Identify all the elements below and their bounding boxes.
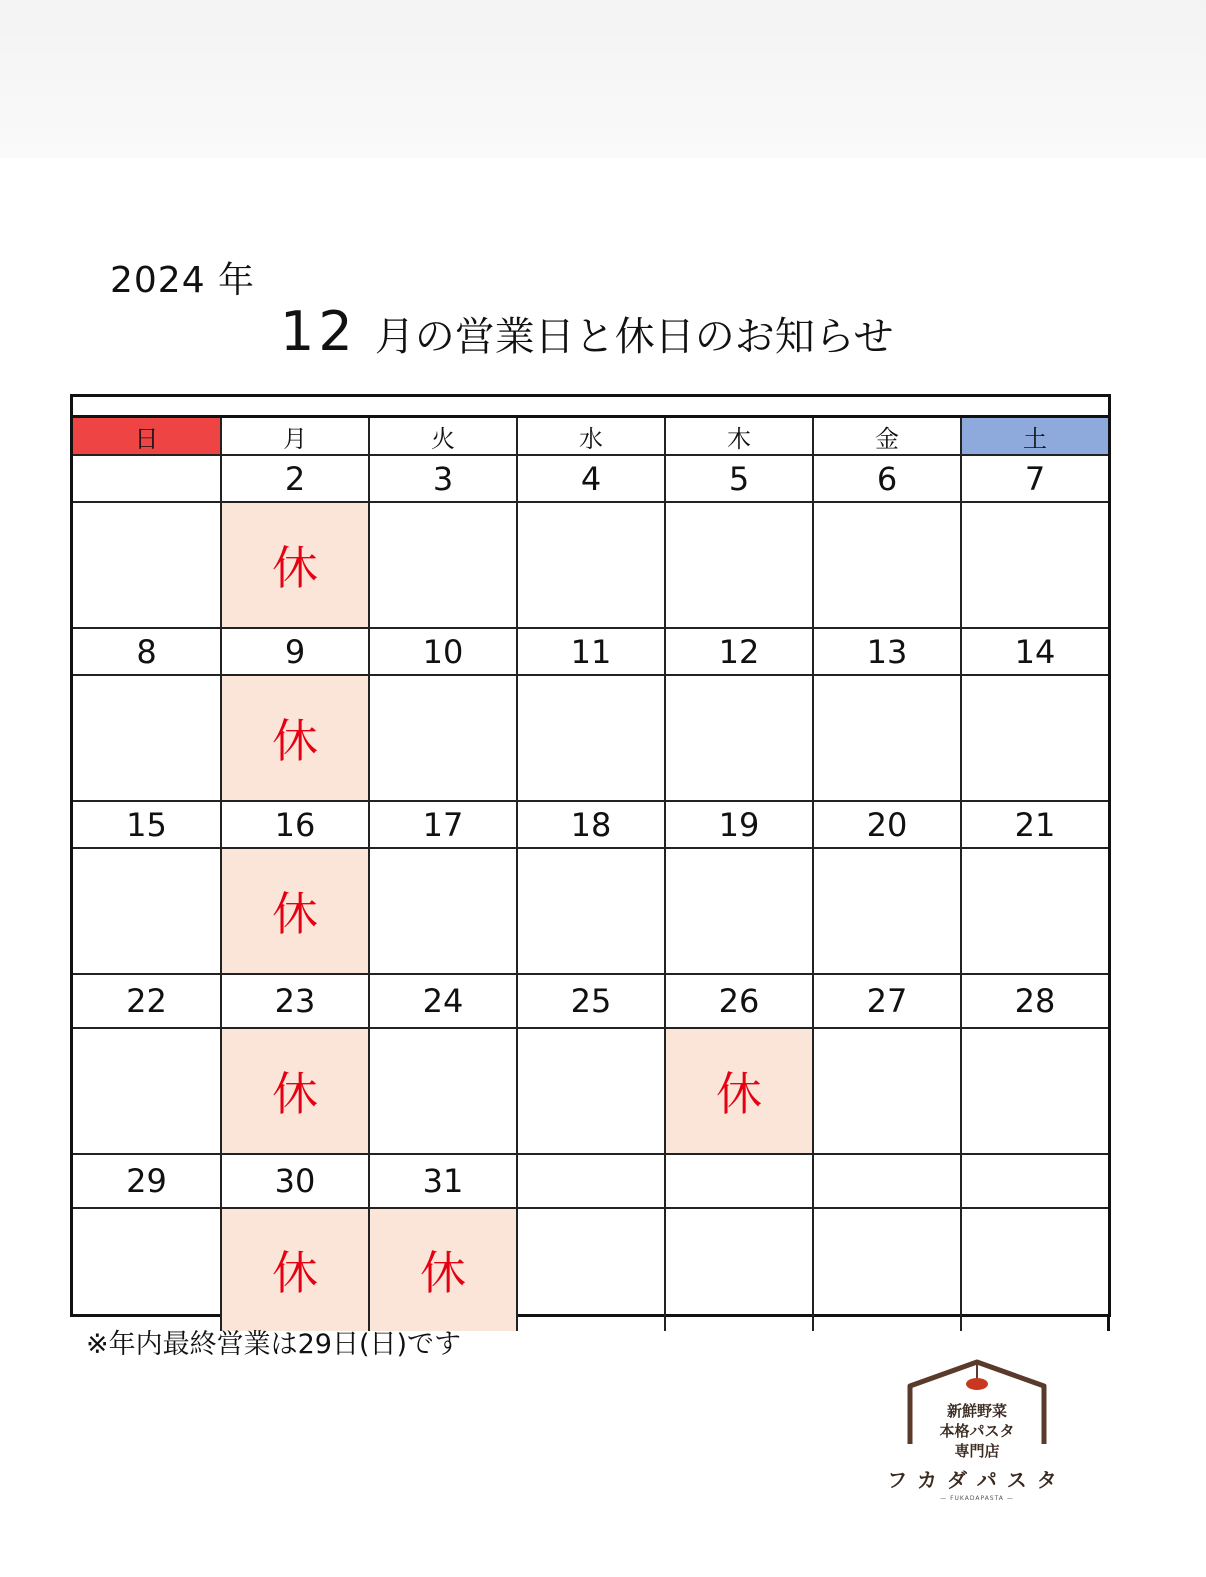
note: ※年内最終営業は29日(日)です bbox=[86, 1329, 462, 1360]
date-cell: 10 bbox=[369, 628, 517, 675]
date-row bbox=[73, 1154, 1108, 1208]
open-day-cell bbox=[73, 502, 221, 628]
open-day-cell bbox=[813, 1028, 961, 1154]
date-cell: 6 bbox=[813, 455, 961, 502]
date-cell bbox=[665, 1154, 813, 1208]
status-row bbox=[73, 1028, 1108, 1154]
month-number: 12 bbox=[280, 300, 357, 363]
open-day-cell bbox=[961, 1028, 1108, 1154]
date-cell: 9 bbox=[221, 628, 369, 675]
open-day-cell bbox=[73, 1208, 221, 1331]
weekday-header: 金 bbox=[813, 417, 961, 456]
open-day-cell bbox=[665, 675, 813, 801]
date-row bbox=[73, 628, 1108, 675]
weekday-header: 火 bbox=[369, 417, 517, 456]
open-day-cell bbox=[369, 502, 517, 628]
weekday-header-row bbox=[73, 417, 1108, 456]
open-day-cell bbox=[73, 675, 221, 801]
date-cell bbox=[813, 1154, 961, 1208]
date-cell bbox=[517, 1154, 665, 1208]
open-day-cell bbox=[961, 1208, 1108, 1331]
date-row bbox=[73, 801, 1108, 848]
date-cell: 4 bbox=[517, 455, 665, 502]
date-cell: 27 bbox=[813, 974, 961, 1028]
open-day-cell bbox=[517, 1028, 665, 1154]
open-day-cell bbox=[961, 675, 1108, 801]
date-cell: 3 bbox=[369, 455, 517, 502]
page-title bbox=[280, 300, 894, 363]
closed-day-cell: 休 bbox=[221, 1208, 369, 1331]
status-row bbox=[73, 502, 1108, 628]
weekday-header: 月 bbox=[221, 417, 369, 456]
open-day-cell bbox=[517, 848, 665, 974]
edge-mark bbox=[1107, 1317, 1110, 1331]
open-day-cell bbox=[73, 1028, 221, 1154]
date-cell: 7 bbox=[961, 455, 1108, 502]
open-day-cell bbox=[813, 1208, 961, 1331]
date-cell bbox=[961, 1154, 1108, 1208]
open-day-cell bbox=[369, 675, 517, 801]
date-row bbox=[73, 974, 1108, 1028]
date-cell: 26 bbox=[665, 974, 813, 1028]
date-cell: 21 bbox=[961, 801, 1108, 848]
logo-line1: 新鮮野菜 bbox=[946, 1402, 1008, 1420]
status-row bbox=[73, 848, 1108, 974]
open-day-cell bbox=[665, 502, 813, 628]
calendar bbox=[70, 394, 1111, 1317]
date-cell: 29 bbox=[73, 1154, 221, 1208]
date-cell: 13 bbox=[813, 628, 961, 675]
open-day-cell bbox=[73, 848, 221, 974]
logo-line3: 専門店 bbox=[954, 1442, 1000, 1460]
weekday-header: 木 bbox=[665, 417, 813, 456]
open-day-cell bbox=[813, 848, 961, 974]
date-cell: 23 bbox=[221, 974, 369, 1028]
open-day-cell bbox=[665, 1208, 813, 1331]
date-cell: 2 bbox=[221, 455, 369, 502]
closed-day-cell: 休 bbox=[221, 848, 369, 974]
closed-day-cell: 休 bbox=[221, 502, 369, 628]
closed-day-cell: 休 bbox=[665, 1028, 813, 1154]
date-cell: 19 bbox=[665, 801, 813, 848]
open-day-cell bbox=[813, 675, 961, 801]
date-cell: 28 bbox=[961, 974, 1108, 1028]
date-cell: 5 bbox=[665, 455, 813, 502]
open-day-cell bbox=[961, 502, 1108, 628]
top-bar bbox=[0, 0, 1206, 158]
date-cell: 8 bbox=[73, 628, 221, 675]
date-cell: 11 bbox=[517, 628, 665, 675]
open-day-cell bbox=[813, 502, 961, 628]
date-cell: 22 bbox=[73, 974, 221, 1028]
date-cell: 17 bbox=[369, 801, 517, 848]
date-cell: 14 bbox=[961, 628, 1108, 675]
date-cell: 12 bbox=[665, 628, 813, 675]
logo-name: フカダパスタ bbox=[887, 1468, 1067, 1492]
date-cell bbox=[73, 455, 221, 502]
weekday-header: 土 bbox=[961, 417, 1108, 456]
year-label: 2024 年 bbox=[110, 260, 256, 301]
weekday-header: 水 bbox=[517, 417, 665, 456]
closed-day-cell: 休 bbox=[221, 1028, 369, 1154]
date-cell: 24 bbox=[369, 974, 517, 1028]
open-day-cell bbox=[665, 848, 813, 974]
status-row bbox=[73, 1208, 1108, 1331]
logo-sub: — FUKADAPASTA — bbox=[940, 1495, 1014, 1502]
open-day-cell bbox=[369, 848, 517, 974]
open-day-cell bbox=[517, 502, 665, 628]
date-cell: 16 bbox=[221, 801, 369, 848]
open-day-cell bbox=[517, 1208, 665, 1331]
title-text: 月の営業日と休日のお知らせ bbox=[374, 314, 894, 360]
closed-day-cell: 休 bbox=[369, 1208, 517, 1331]
open-day-cell bbox=[517, 675, 665, 801]
date-cell: 18 bbox=[517, 801, 665, 848]
calendar-table bbox=[73, 415, 1108, 1331]
date-cell: 30 bbox=[221, 1154, 369, 1208]
date-cell: 20 bbox=[813, 801, 961, 848]
open-day-cell bbox=[961, 848, 1108, 974]
date-cell: 15 bbox=[73, 801, 221, 848]
logo bbox=[862, 1356, 1092, 1506]
status-row bbox=[73, 675, 1108, 801]
open-day-cell bbox=[369, 1028, 517, 1154]
date-cell: 31 bbox=[369, 1154, 517, 1208]
date-cell: 25 bbox=[517, 974, 665, 1028]
closed-day-cell: 休 bbox=[221, 675, 369, 801]
weekday-header: 日 bbox=[73, 417, 221, 456]
logo-line2: 本格パスタ bbox=[939, 1422, 1015, 1440]
date-row bbox=[73, 455, 1108, 502]
